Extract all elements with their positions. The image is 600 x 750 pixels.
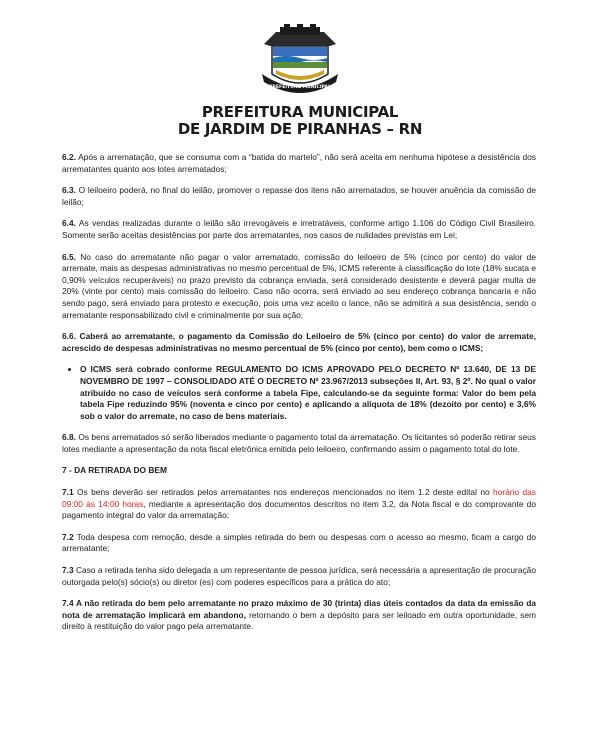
paragraph-number: 7.2	[62, 531, 74, 542]
paragraph-number: 6.2.	[62, 152, 76, 162]
paragraph-6-2	[62, 152, 536, 175]
paragraph-6-8	[62, 432, 536, 455]
paragraph-text: O leiloeiro poderá, no final do leilão, promover o repasse dos itens não arrematados, se houver anuência da comissão de leilão;	[62, 185, 536, 207]
paragraph-text: Caberá ao arrematante, o pagamento da Comissão do Leiloeiro de 5% (cinco por cento) do valor de arremate, acrescido de despesas administrativas no mesmo percentual de 5% (cinco por cento), bem como o ICMS;	[62, 331, 536, 353]
icms-bullet-list	[62, 364, 536, 422]
paragraph-number: 7.4	[62, 598, 74, 609]
paragraph-text: Caso a retirada tenha sido delegada a um representante de pessoa jurídica, será necessária a apresentação de procuração outorgada pelo(s) sócio(s) ou diretor (es) com poderes específicos para a prática do ato;	[62, 565, 536, 587]
paragraph-text: Após a arrematação, que se consuma com a “batida do martelo”, não será aceita em nenhuma hipótese a desistência dos arrematantes quanto aos lotes arrematados;	[62, 152, 536, 174]
paragraph-text: Os bens deverão ser retirados pelos arrematantes nos endereços mencionados no item 1.2 deste edital no	[73, 487, 494, 498]
document-header	[0, 0, 600, 140]
paragraph-text: , mediante a apresentação dos documentos descritos no item 3.2, da Nota fiscal e do comprovante do pagamento integral do valor da arrematação;	[62, 498, 536, 521]
municipal-crest-logo	[258, 24, 342, 98]
paragraph-text: No caso do arrematante não pagar o valor arrematado, comissão do leiloeiro de 5% (cinco por cento) do valor de arremate, mais as despesas administrativas no mesmo percentual de 5%, ICMS referente à classificação do lote (18% sucata e 0,90% veículos recuperáveis) no prazo previsto da cobrança enviada, será considerado desistente e deverá pagar multa de 20% (vinte por cento) mais comissão do leiloeiro. Caso não ocorra, será enviado ao seu endereço cobrança bancaria e não sendo pago, será enviado para protesto e execução, pois uma vez aceito o lance, não se admitirá a sua desistência, sendo o arrematante responsabilizado civil e criminalmente por sua ação;	[62, 251, 536, 320]
paragraph-6-3	[62, 185, 536, 208]
paragraph-text: Os bens arrematados só serão liberados mediante o pagamento total da arrematação. Os licitantes só poderão retirar seus lotes mediante a apresentação da nota fiscal eletrônica emitida pelo leiloeiro, confirmando assim o pagamento total do lote.	[62, 432, 536, 454]
paragraph-6-6	[62, 331, 536, 354]
crest-banner-text: PREFEITURA MUNICIPAL	[269, 85, 331, 90]
paragraph-text: Toda despesa com remoção, desde a simples retirada do bem ou despesas com o acesso ao mesmo, ficam a cargo do arrematante;	[62, 531, 536, 554]
paragraph-6-4	[62, 218, 536, 241]
paragraph-number: 6.8.	[62, 432, 76, 443]
paragraph-number: 6.5.	[62, 251, 76, 262]
paragraph-text: As vendas realizadas durante o leilão são irrevogáveis e irretratáveis, conforme artigo 1.106 do Código Civil Brasileiro. Somente serão aceitas desistências por parte dos arrematantes, nos casos de nulidades previstas em Lei;	[62, 218, 536, 240]
paragraph-7-4	[62, 598, 536, 633]
org-title-line1: PREFEITURA MUNICIPAL	[201, 103, 399, 121]
paragraph-7-3	[62, 565, 536, 588]
paragraph-7-1	[62, 487, 536, 522]
paragraph-7-2	[62, 532, 536, 555]
paragraph-text: retornando o bem a depósito para ser leiloado em outra oportunidade, sem direito à restituição do valor pago pela arrematante.	[62, 609, 536, 632]
section-7-title: 7 - DA RETIRADA DO BEM	[62, 465, 167, 476]
paragraph-number: 7.3	[62, 565, 74, 576]
list-item: • O ICMS será cobrado conforme REGULAMENTO DO ICMS APROVADO PELO DECRETO Nº 13.640, DE 13 DE NOVEMBRO DE 1997 – CONSOLIDADO ATÉ O DECRETO Nº 23.967/2013 subseções II, Art. 93, § 2º. No qual o valor atribuído no caso de veículos será conforme a tabela Fipe, calculando-se da seguinte forma: Valor do bem pela tabela Fipe reduzindo 95% (noventa e cinco por cento) e aplicando a alíquota de 18% (dezoito por cento) e 3,6% sob o valor do arremate, no caso de bens materiais.	[80, 364, 536, 422]
org-title-line2: DE JARDIM DE PIRANHAS – RN	[177, 120, 423, 138]
paragraph-number: 7.1	[62, 487, 74, 498]
paragraph-6-5	[62, 252, 536, 322]
paragraph-bold-text: A não retirada do bem pelo arrematante no prazo máximo de 30 (trinta) dias úteis contados da data da emissão da nota de arrematação implicará em abandono,	[62, 598, 536, 620]
document-body	[62, 152, 536, 643]
paragraph-number: 6.4.	[62, 218, 76, 229]
paragraph-number: 6.3.	[62, 185, 76, 196]
paragraph-number: 6.6.	[62, 331, 76, 342]
pickup-hours-highlight: horário das 09:00 às 14:00 horas	[62, 487, 536, 509]
